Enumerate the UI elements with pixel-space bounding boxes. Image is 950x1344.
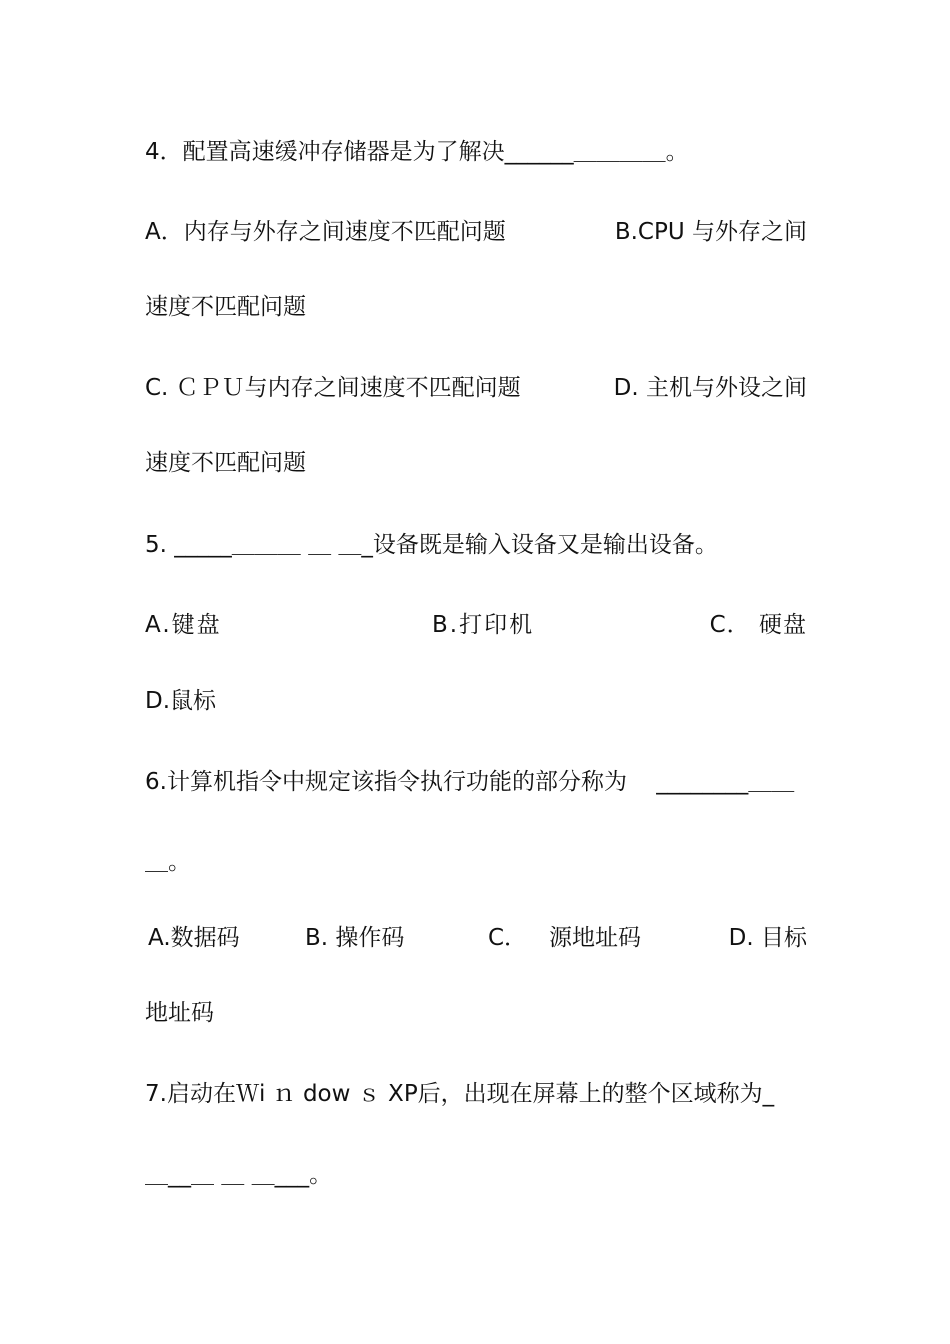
question-4-option-d-continued: 速度不匹配问题: [145, 450, 306, 476]
question-6-option-d-continued: 地址码: [145, 1000, 214, 1026]
question-6-stem: 6.计算机指令中规定该指令执行功能的部分称为 ________＿＿: [145, 769, 795, 795]
question-5-option-d: D.鼠标: [145, 688, 217, 714]
question-4-option-b: B.CPU 与外存之间: [614, 219, 807, 245]
question-4-options-row-2: [145, 373, 807, 403]
question-6-option-c: C． 源地址码: [488, 925, 641, 951]
question-4-option-d: D. 主机与外设之间: [613, 375, 807, 401]
question-4-options-row-1: [145, 217, 807, 247]
question-4-stem: 4．配置高速缓冲存储器是为了解决______＿＿＿＿。: [145, 139, 689, 165]
question-6-option-a: A.数据码: [148, 925, 240, 951]
question-6-option-b: B. 操作码: [305, 925, 405, 951]
question-6-option-d: D. 目标: [728, 925, 807, 951]
question-5-options-row: [145, 610, 807, 640]
question-5-stem: 5. _____＿＿＿ ＿ ＿_设备既是输入设备又是输出设备。: [145, 532, 718, 558]
question-5-option-c: C． 硬盘: [709, 612, 807, 638]
question-4-option-a: A．内存与外存之间速度不匹配问题: [145, 219, 506, 245]
question-6-stem-continued: ＿。: [145, 849, 191, 875]
question-6-options-row: [145, 923, 807, 953]
question-4-option-c: C. ＣＰＵ与内存之间速度不匹配问题: [145, 375, 521, 401]
question-5-option-b: B.打印机: [432, 612, 535, 638]
question-7-stem-continued: ＿__＿ ＿ ＿___。: [145, 1162, 333, 1188]
question-7-stem: 7.启动在Ｗi ｎ dow ｓ XP后，出现在屏幕上的整个区域称为_: [145, 1081, 775, 1107]
question-5-option-a: A.键盘: [145, 612, 222, 638]
question-4-option-b-continued: 速度不匹配问题: [145, 294, 306, 320]
